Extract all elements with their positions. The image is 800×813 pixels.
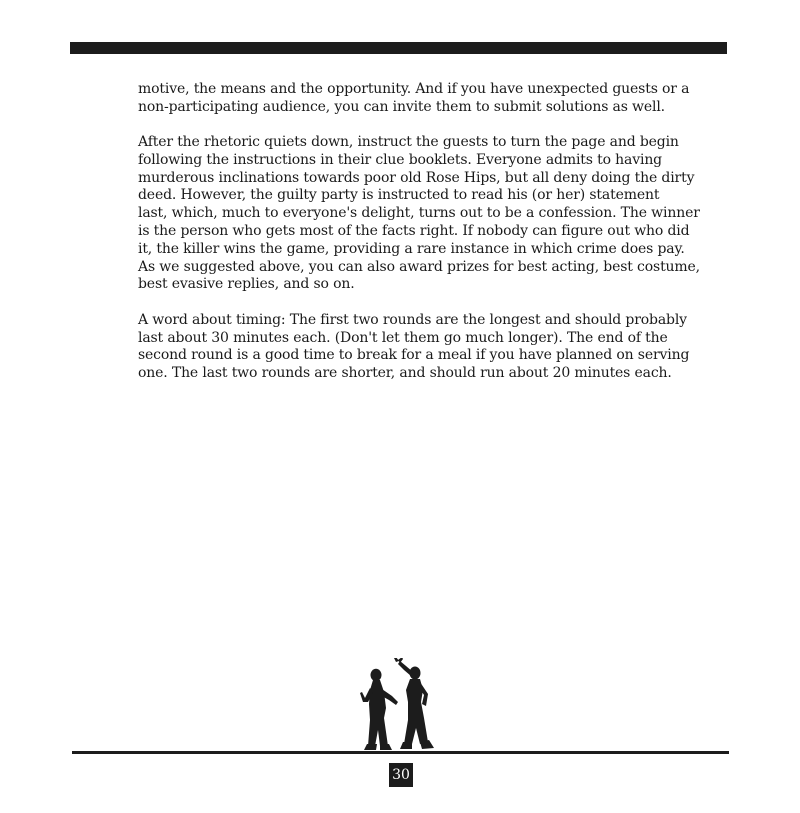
two-figures-dagger-silhouette-icon [358, 658, 444, 754]
text-line: As we suggested above, you can also award prizes for best acting, best costume, [138, 258, 700, 275]
text-line: non-participating audience, you can invite them to submit solutions as well. [138, 98, 665, 115]
paragraph-1 [138, 81, 690, 117]
paragraph-3 [138, 311, 690, 383]
page-body [138, 81, 700, 400]
text-line: following the instructions in their clue booklets. Everyone admits to having [138, 151, 662, 168]
text-line: last, which, much to everyone's delight, turns out to be a confession. The winner [138, 205, 700, 222]
text-line: A word about timing: The first two rounds are the longest and should probably [138, 311, 687, 328]
text-line: motive, the means and the opportunity. And if you have unexpected guests or a [138, 81, 690, 97]
text-line: second round is a good time to break for a meal if you have planned on serving [138, 347, 690, 364]
text-line: it, the killer wins the game, providing a rare instance in which crime does pay. [138, 240, 685, 257]
text-line: best evasive replies, and so on. [138, 276, 355, 293]
bottom-rule [72, 751, 729, 754]
text-line: one. The last two rounds are shorter, and should run about 20 minutes each. [138, 365, 672, 382]
text-line: murderous inclinations towards poor old Rose Hips, but all deny doing the dirty [138, 169, 695, 186]
text-line: is the person who gets most of the facts right. If nobody can figure out who did [138, 223, 690, 240]
text-line: deed. However, the guilty party is instructed to read his (or her) statement [138, 187, 660, 204]
page-number: 30 [389, 763, 413, 787]
text-line: After the rhetoric quiets down, instruct the guests to turn the page and begin [138, 134, 679, 151]
top-rule [70, 42, 727, 54]
paragraph-2 [138, 134, 700, 294]
text-line: last about 30 minutes each. (Don't let them go much longer). The end of the [138, 329, 668, 346]
